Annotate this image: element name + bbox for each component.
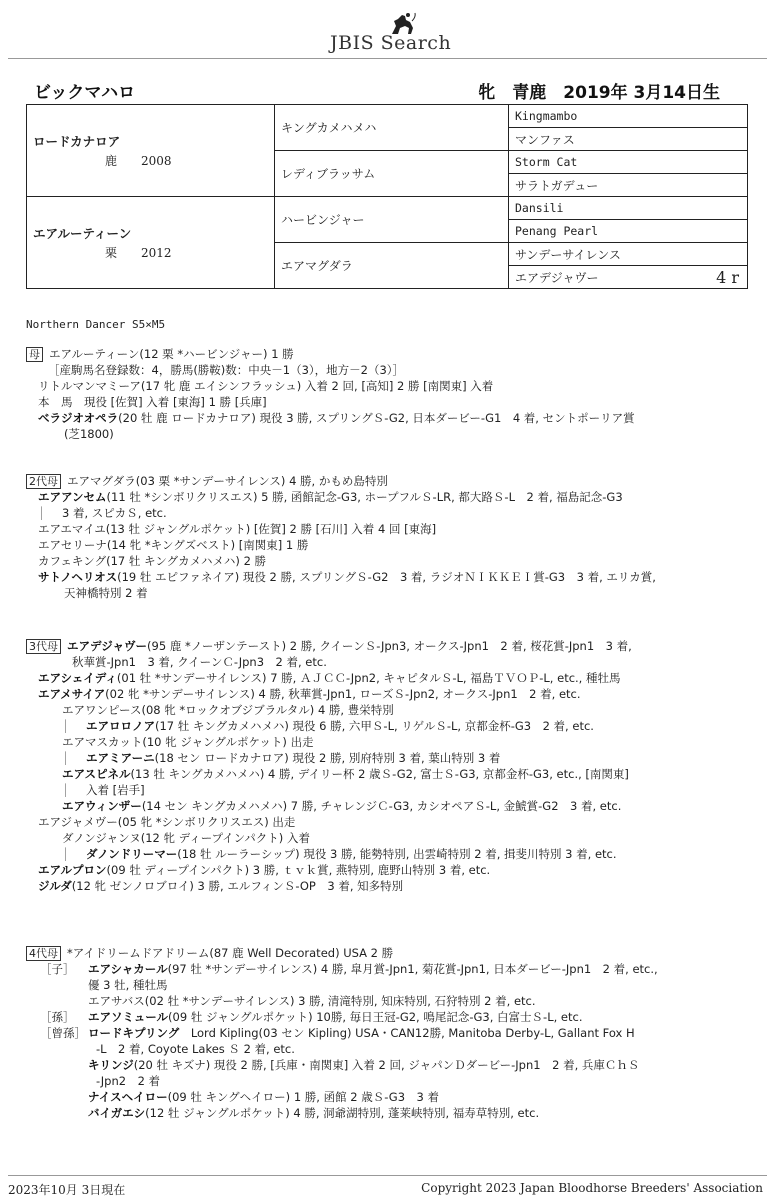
gen2-cell[interactable]: キングカメハメハ: [275, 105, 509, 151]
progeny-line: エアウィンザー(14 セン キングカメハメハ) 7 勝, チャレンジＣ-G3, カシオペアＳ-L, 金鯱賞-G2 3 着, etc.: [62, 799, 622, 813]
progeny-line: ［子］ エアシャカール(97 牡 *サンデーサイレンス) 4 勝, 皐月賞-Jpn1, 菊花賞-Jpn1, 日本ダービー-Jpn1 2 着, etc.,: [40, 962, 658, 976]
progeny-line: エアジャメヴー(05 牝 *シンボリクリスエス) 出走: [38, 815, 296, 829]
progeny-line: エアアンセム(11 牡 *シンボリクリスエス) 5 勝, 函館記念-G3, ホープフルＳ-LR, 都大路Ｓ-L 2 着, 福島記念-G3: [38, 490, 623, 504]
sibling-line: リトルマンマミーア(17 牝 鹿 エイシンフラッシュ) 入着 2 回, [高知] 2 勝 [南関東] 入着: [38, 379, 494, 393]
gen3-cell[interactable]: Penang Pearl: [509, 220, 748, 243]
sire-name[interactable]: ロードカナロア: [33, 134, 121, 149]
section-tag: 3代母: [26, 639, 61, 654]
progeny-line: │ エアロロノア(17 牡 キングカメハメハ) 現役 6 勝, 六甲Ｓ-L, リゲルＳ-L, 京都金杯-G3 2 着, etc.: [62, 719, 594, 733]
progeny-line-cont: 優 3 牡, 種牡馬: [88, 978, 168, 992]
progeny-line: ダノンジャンヌ(12 牝 ディープインパクト) 入着: [62, 831, 310, 845]
progeny-line: エアルプロン(09 牡 ディープインパクト) 3 勝, ｔｖｋ賞, 燕特別, 鹿野山特別 3 着, etc.: [38, 863, 491, 877]
section-dam: [26, 346, 755, 442]
gen3-cell[interactable]: サラトガデュー: [509, 174, 748, 197]
header-cont: 秋華賞-Jpn1 3 着, クイーンＣ-Jpn3 2 着, etc.: [72, 655, 327, 669]
progeny-line-cont: -Jpn2 2 着: [96, 1074, 161, 1088]
progeny-line: エアワンピース(08 牝 *ロックオブジブラルタル) 4 勝, 豊栄特別: [62, 703, 394, 717]
progeny-line: キリンジ(20 牡 キズナ) 現役 2 勝, [兵庫・南関東] 入着 2 回, ジャパンＤダービー-Jpn1 2 着, 兵庫ＣｈＳ: [88, 1058, 640, 1072]
progeny-line: エアスピネル(13 牡 キングカメハメハ) 4 勝, デイリー杯 2 歳Ｓ-G2, 富士Ｓ-G3, 京都金杯-G3, etc., [南関東]: [62, 767, 629, 781]
progeny-stats: ［産駒馬名登録数：4，勝馬(勝鞍)数：中央－1（3），地方－2（3）］: [48, 363, 405, 377]
progeny-line: エアマスカット(10 牝 ジャングルポケット) 出走: [62, 735, 314, 749]
progeny-line: エアセリーナ(14 牝 *キングズベスト) [南関東] 1 勝: [38, 538, 309, 552]
dam-line: エアルーティーン(12 栗 *ハービンジャー) 1 勝: [49, 347, 294, 361]
horse-name: ビックマハロ: [34, 83, 136, 103]
header-divider: [8, 58, 767, 59]
section-tag: 2代母: [26, 474, 61, 489]
gen2-cell[interactable]: ハービンジャー: [275, 197, 509, 243]
gen3-cell[interactable]: Kingmambo: [509, 105, 748, 128]
section-granddam: [26, 473, 755, 601]
footer-divider: [8, 1175, 767, 1176]
inbreed-mark: 4 r: [716, 268, 739, 287]
inbreeding-note: Northern Dancer S5×M5: [26, 318, 166, 331]
granddam-line: エアマグダラ(03 栗 *サンデーサイレンス) 4 勝, かもめ島特別: [67, 474, 388, 488]
gen3-cell-inbreed: [509, 266, 748, 289]
gen3-cell[interactable]: マンファス: [509, 128, 748, 151]
gen3-cell[interactable]: サンデーサイレンス: [509, 243, 748, 266]
section-4th-dam: [26, 945, 755, 1121]
copyright: Copyright 2023 Japan Bloodhorse Breeders' Association: [421, 1181, 763, 1195]
progeny-line: ジルダ(12 牝 ゼンノロブロイ) 3 勝, エルフィンＳ-OP 3 着, 知多特別: [38, 879, 404, 893]
progeny-line: エアサバス(02 牡 *サンデーサイレンス) 3 勝, 清滝特別, 知床特別, 石狩特別 2 着, etc.: [88, 994, 536, 1008]
progeny-line-cont: │ 入着 [岩手]: [62, 783, 145, 797]
dam-name[interactable]: エアルーティーン: [33, 226, 132, 241]
horse-title: [34, 78, 720, 102]
progeny-line: サトノヘリオス(19 牡 エピファネイア) 現役 2 勝, スプリングＳ-G2 3 着, ラジオＮＩＫＫＥＩ賞-G3 3 着, エリカ賞,: [38, 570, 656, 584]
gen3-name[interactable]: エアデジャヴー: [515, 270, 599, 285]
gen3-cell[interactable]: Storm Cat: [509, 151, 748, 174]
section-tag: 母: [26, 347, 43, 362]
progeny-line: エアメサイア(02 牝 *サンデーサイレンス) 4 勝, 秋華賞-Jpn1, ローズＳ-Jpn2, オークス-Jpn1 2 着, etc.: [38, 687, 581, 701]
gen3-cell[interactable]: Dansili: [509, 197, 748, 220]
progeny-line: カフェキング(17 牡 キングカメハメハ) 2 勝: [38, 554, 267, 568]
sibling-line: ベラジオオペラ(20 牡 鹿 ロードカナロア) 現役 3 勝, スプリングＳ-G2, 日本ダービー-G1 4 着, セントポーリア賞: [38, 411, 635, 425]
as-of-date: 2023年10月 3日現在: [8, 1183, 126, 1197]
section-tag: 4代母: [26, 946, 61, 961]
progeny-line-cont: 天神橋特別 2 着: [64, 586, 148, 600]
progeny-line: ［孫］ エアソミュール(09 牡 ジャングルポケット) 10勝, 毎日王冠-G2, 鳴尾記念-G3, 白富士Ｓ-L, etc.: [40, 1010, 583, 1024]
progeny-line: │ ダノンドリーマー(18 牡 ルーラーシップ) 現役 3 勝, 能勢特別, 出雲崎特別 2 着, 揖斐川特別 3 着, etc.: [62, 847, 617, 861]
progeny-line: │ エアミアーニ(18 セン ロードカナロア) 現役 2 勝, 別府特別 3 着, 葉山特別 3 着: [62, 751, 501, 765]
progeny-line: エアシェイディ(01 牡 *サンデーサイレンス) 7 勝, ＡＪＣＣ-Jpn2, キャピタルＳ-L, 福島ＴＶＯＰ-L, etc., 種牡馬: [38, 671, 621, 685]
self-line: 本 馬 現役 [佐賀] 入着 [東海] 1 勝 [兵庫]: [38, 395, 267, 409]
progeny-line: バイガエシ(12 牡 ジャングルポケット) 4 勝, 洞爺湖特別, 蓬莱峡特別, 福寿草特別, etc.: [88, 1106, 540, 1120]
progeny-line: ［曾孫］ ロードキプリング Lord Kipling(03 セン Kipling) USA・CAN12勝, Manitoba Derby-L, Gallant Fox H: [40, 1026, 635, 1040]
sire-sub: 鹿 2008: [105, 154, 172, 168]
progeny-line-cont: -L 2 着, Coyote Lakes Ｓ 2 着, etc.: [96, 1042, 295, 1056]
progeny-line: ナイスヘイロー(09 牡 キングヘイロー) 1 勝, 函館 2 歳Ｓ-G3 3 着: [88, 1090, 440, 1104]
gen2-cell[interactable]: レディブラッサム: [275, 151, 509, 197]
section-great-granddam: 3代母 エアデジャヴー(95 鹿 *ノーザンテースト) 2 勝, クイーンＳ-Jpn3, オークス-Jpn1 2 着, 桜花賞-Jpn1 3 着, 秋華賞-Jpn1 3 着, クイーンＣ-Jpn3 2 着, etc. エアシェイディ(01 牡 *サンデーサイレンス) 7 勝, ＡＪＣＣ-Jpn2, キャピタルＳ-L, 福島ＴＶＯＰ-L, etc., 種牡馬 エアメサイア(02 牝 *サンデーサイレンス) 4 勝, 秋華賞-Jpn1, ローズＳ-Jpn2, オークス-Jpn1 2 着, etc. エアワンピース(08 牝 *ロックオブジブラルタル) 4 勝, 豊栄特別 │ エアロロノア(17 牡 キングカメハメハ) 現役 6 勝, 六甲Ｓ-L, リゲルＳ-L, 京都金杯-G3 2 着, etc. エアマスカット(10 牝 ジャングルポケット) 出走 │ エアミアーニ(18 セン ロードカナロア) 現役 2 勝, 別府特別 3 着, 葉山特別 3 着 エアスピネル(13 牡 キングカメハメハ) 4 勝, デイリー杯 2 歳Ｓ-G2, 富士Ｓ-G3, 京都金杯-G3, etc., [南関東] │ 入着 [岩手] エアウィンザー(14 セン キングカメハメハ) 7 勝, チャレンジＣ-G3, カシオペアＳ-L, 金鯱賞-G2 3 着, etc. エアジャメヴー(05 牝 *シンボリクリスエス) 出走 ダノンジャンヌ(12 牝 ディープインパクト) 入着 │ ダノンドリーマー(18 牡 ルーラーシップ) 現役 3 勝, 能勢特別, 出雲崎特別 2 着, 揖斐川特別 3 着, etc. エアルプロン(09 牡 ディープインパクト) 3 勝, ｔｖｋ賞, 燕特別, 鹿野山特別 3 着, etc. ジルダ(12 牝 ゼンノロブロイ) 3 勝, エルフィンＳ-OP 3 着, 知多特別: [26, 638, 755, 894]
dam-cell: [27, 197, 275, 289]
sire-cell: [27, 105, 275, 197]
logo-text: JBIS Search: [330, 32, 452, 54]
sibling-line-cont: (芝1800): [64, 427, 114, 441]
jbis-logo[interactable]: [330, 8, 470, 56]
progeny-line: エアエマイユ(13 牡 ジャングルポケット) [佐賀] 2 勝 [石川] 入着 4 回 [東海]: [38, 522, 437, 536]
horse-info: 牝 青鹿 2019年 3月14日生: [478, 83, 720, 103]
progeny-line-cont: │ 3 着, スピカＳ, etc.: [38, 506, 167, 520]
pedigree-table: [26, 104, 748, 289]
dam-sub: 栗 2012: [105, 246, 172, 260]
gen2-cell[interactable]: エアマグダラ: [275, 243, 509, 289]
4th-dam-line: *アイドリームドアドリーム(87 鹿 Well Decorated) USA 2 勝: [67, 946, 394, 960]
